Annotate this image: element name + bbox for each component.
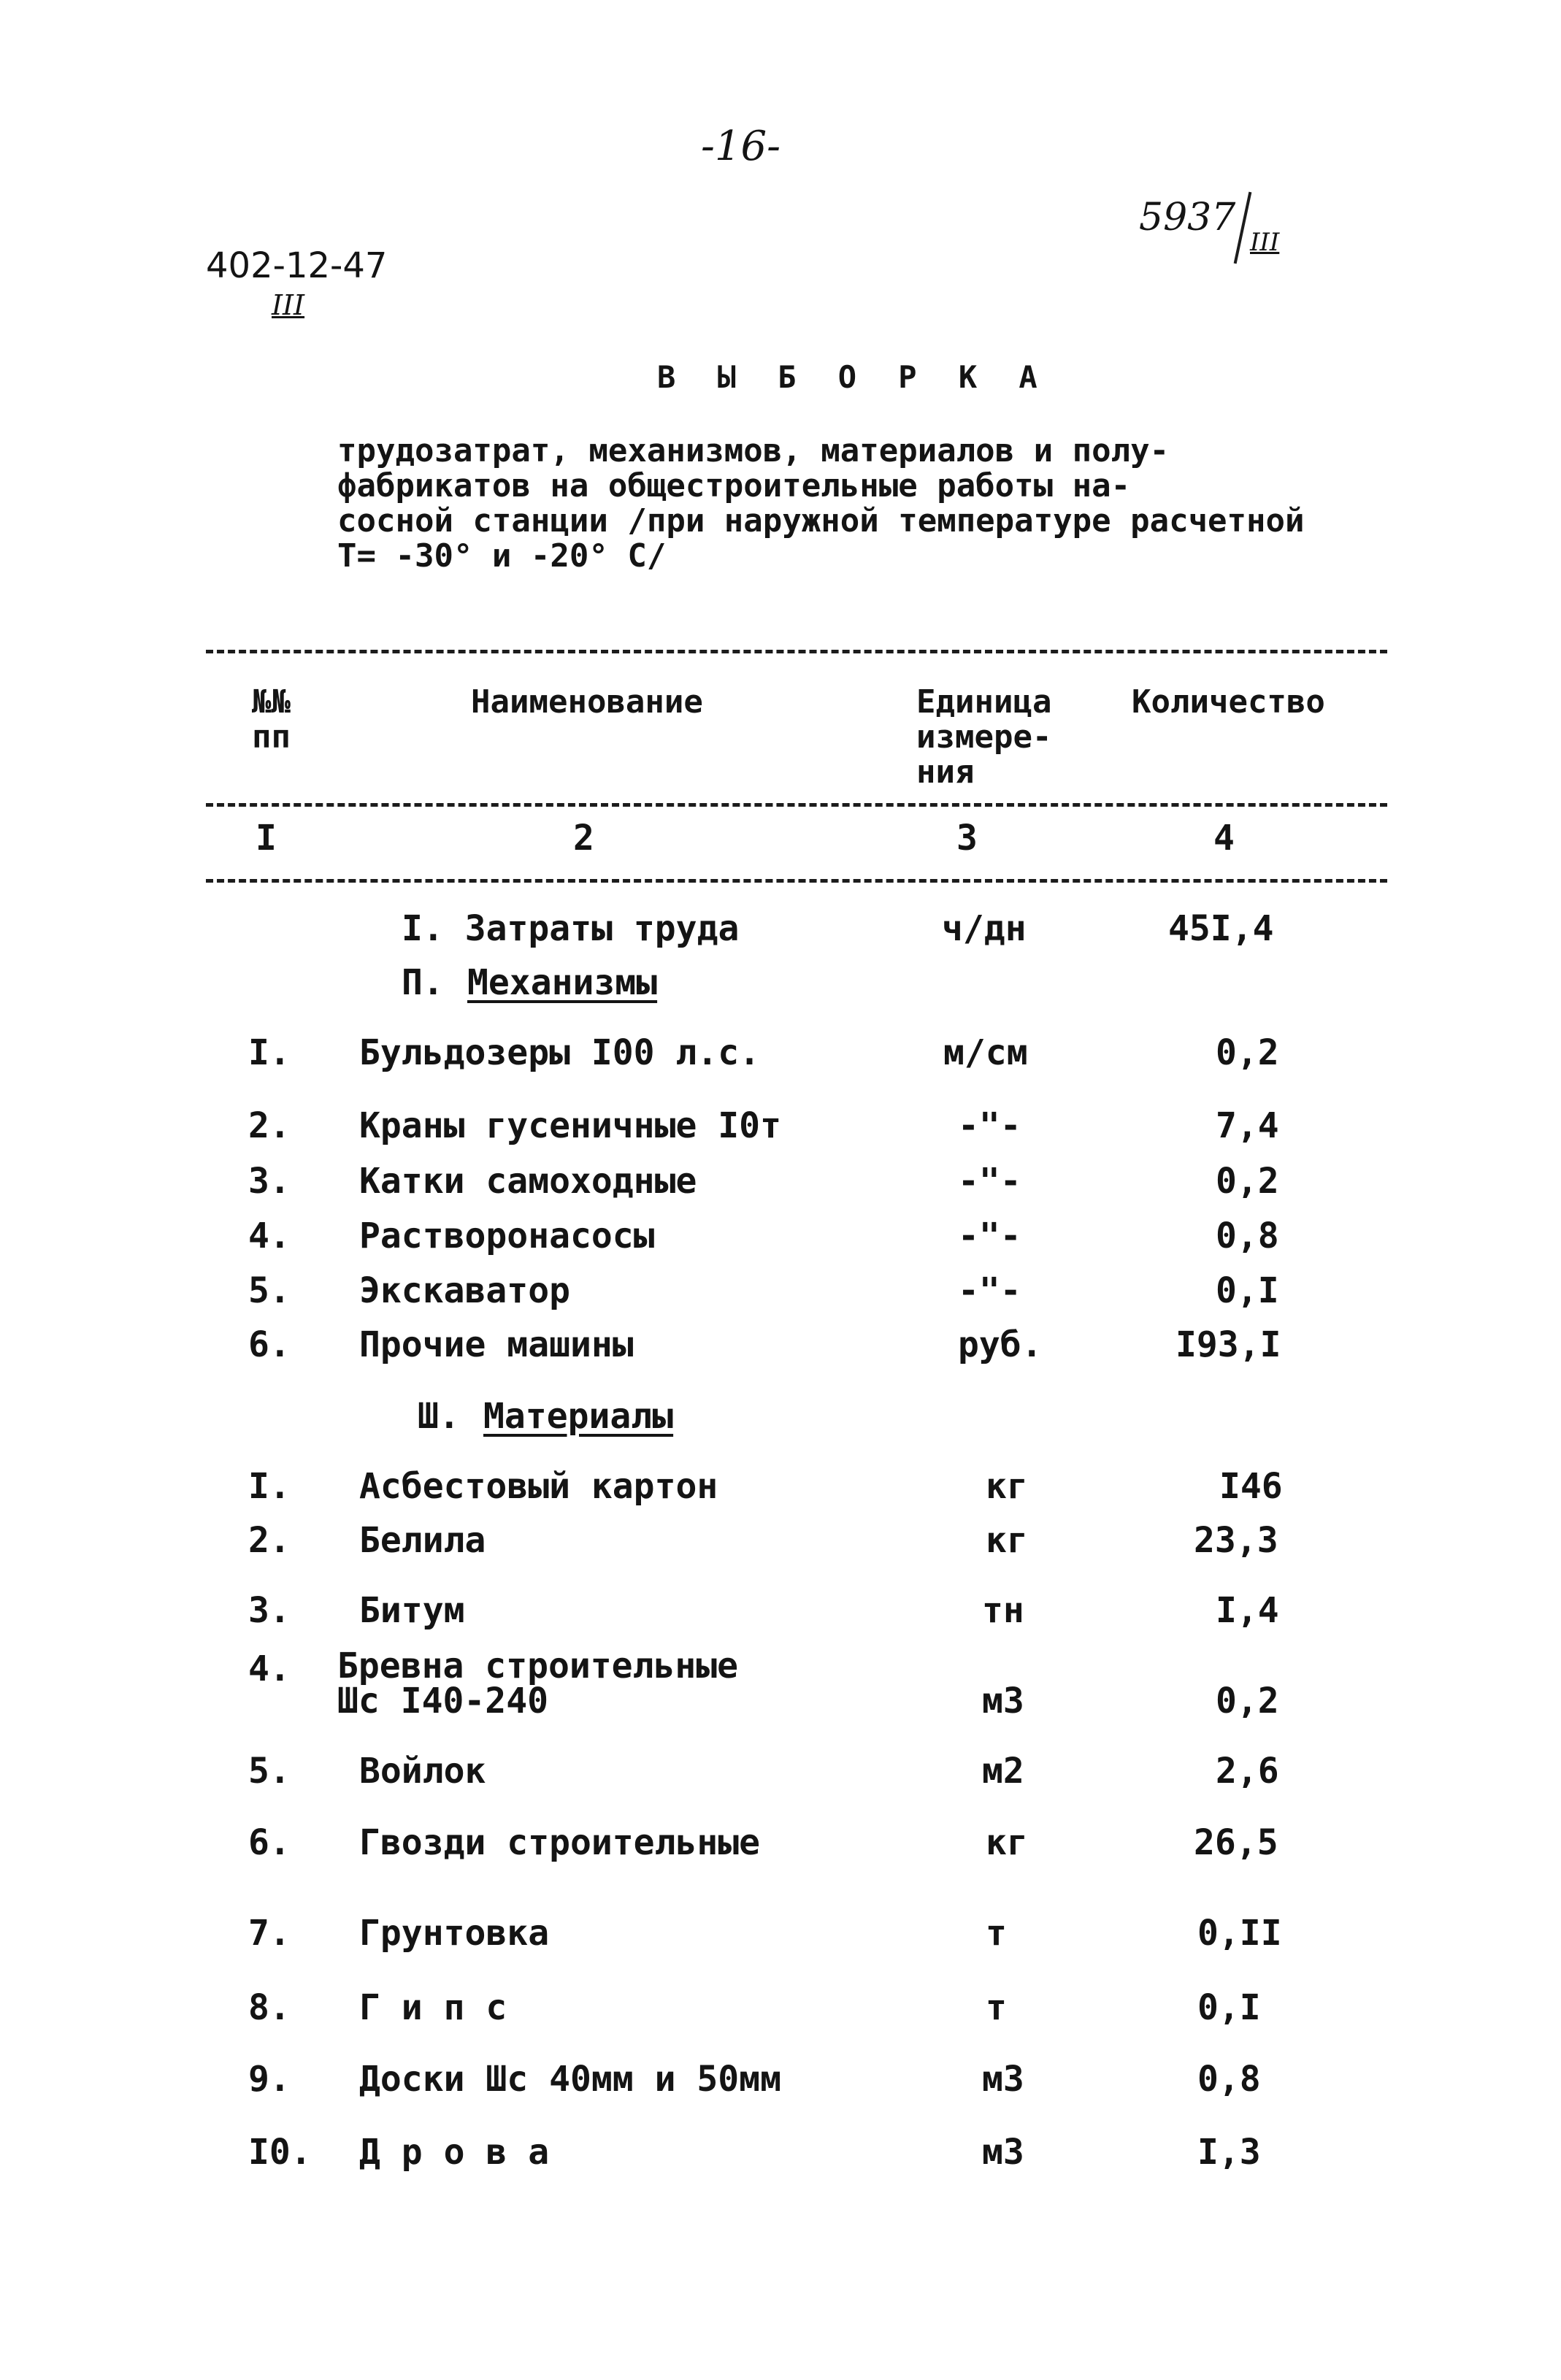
column-number-4: 4	[1213, 818, 1235, 859]
row-unit: кг	[986, 1466, 1028, 1507]
row-unit: м3	[982, 2059, 1024, 2100]
row-name: Войлок	[359, 1751, 486, 1792]
row-name: Экскаватор	[359, 1270, 570, 1311]
section-materials-prefix: Ш.	[418, 1396, 460, 1437]
row-num: 5.	[248, 1270, 291, 1311]
row-unit: т	[986, 1913, 1007, 1954]
row-num: 6.	[248, 1822, 291, 1863]
row-name: Д р о в а	[359, 2132, 550, 2173]
row-unit: м3	[982, 2132, 1024, 2173]
row-num: 3.	[248, 1590, 291, 1631]
header-bottom-rule	[206, 803, 1387, 807]
row-num: 5.	[248, 1751, 291, 1792]
row-num: 4.	[248, 1648, 291, 1689]
row-num: I.	[248, 1466, 291, 1507]
row-name: Грунтовка	[359, 1913, 550, 1954]
intro-line-3: сосной станции /при наружной температуре расчетной	[337, 502, 1305, 540]
row-name: Г и п с	[359, 1987, 507, 2028]
archive-stamp-slash	[1234, 192, 1252, 264]
archive-stamp-suffix: III	[1250, 228, 1280, 257]
row-unit: тн	[982, 1590, 1024, 1631]
row-unit: м/см	[943, 1032, 1028, 1073]
row-num: 2.	[248, 1520, 291, 1561]
row-qty: 0,I	[1216, 1270, 1279, 1311]
row-num: I0.	[248, 2132, 312, 2173]
header-num-line-2: пп	[252, 718, 291, 756]
row-qty: 2,6	[1216, 1751, 1279, 1792]
row-num: 3.	[248, 1161, 291, 1202]
column-number-1: I	[256, 818, 277, 859]
row-unit: -"-	[958, 1216, 1021, 1256]
labor-cost-name: I. Затраты труда	[402, 908, 740, 949]
row-unit: -"-	[958, 1105, 1021, 1146]
header-num-line-1: №№	[252, 683, 291, 721]
column-number-rule	[206, 879, 1387, 883]
row-num: I.	[248, 1032, 291, 1073]
row-qty: I93,I	[1175, 1324, 1281, 1365]
table-top-rule	[206, 650, 1387, 653]
row-qty: 0,2	[1216, 1032, 1279, 1073]
row-qty: I46	[1219, 1466, 1283, 1507]
row-unit: кг	[986, 1822, 1028, 1863]
document-code-suffix: III	[272, 289, 305, 321]
row-num: 7.	[248, 1913, 291, 1954]
row-name: Доски Шс 40мм и 50мм	[359, 2059, 781, 2100]
page-number: -16-	[701, 123, 781, 170]
row-name: Катки самоходные	[359, 1161, 697, 1202]
row-num: 2.	[248, 1105, 291, 1146]
row-qty: 0,II	[1197, 1913, 1282, 1954]
row-qty: I,4	[1216, 1590, 1279, 1631]
row-unit: кг	[986, 1520, 1028, 1561]
row-qty: 0,2	[1216, 1681, 1279, 1721]
row-qty: 0,2	[1216, 1161, 1279, 1202]
row-qty: 0,8	[1197, 2059, 1261, 2100]
row-name: Бревна строительные	[337, 1646, 739, 1686]
section-materials-title: Материалы	[483, 1396, 674, 1437]
row-name: Гвозди строительные	[359, 1822, 761, 1863]
row-num: 6.	[248, 1324, 291, 1365]
section-mechanisms-title: Механизмы	[467, 962, 658, 1003]
row-unit: руб.	[958, 1324, 1043, 1365]
header-name: Наименование	[471, 683, 703, 721]
page-title: В Ы Б О Р К А	[657, 359, 1049, 395]
header-unit-line-3: ния	[916, 753, 975, 791]
labor-cost-qty: 45I,4	[1168, 908, 1274, 949]
column-number-2: 2	[573, 818, 594, 859]
row-qty: 7,4	[1216, 1105, 1279, 1146]
row-qty: I,3	[1197, 2132, 1261, 2173]
row-unit: -"-	[958, 1161, 1021, 1202]
row-name: Краны гусеничные I0т	[359, 1105, 781, 1146]
row-name: Прочие машины	[359, 1324, 634, 1365]
document-code: 402-12-47	[206, 245, 388, 286]
column-number-3: 3	[956, 818, 978, 859]
row-unit: т	[986, 1987, 1007, 2028]
row-num: 8.	[248, 1987, 291, 2028]
row-qty: 26,5	[1194, 1822, 1278, 1863]
row-name-line-2: Шс I40-240	[337, 1681, 548, 1721]
header-qty: Количество	[1132, 683, 1325, 721]
labor-cost-unit: ч/дн	[942, 908, 1027, 949]
header-unit-line-2: измере-	[916, 718, 1052, 756]
intro-line-2: фабрикатов на общестроительные работы на-	[337, 467, 1131, 504]
row-unit: -"-	[958, 1270, 1021, 1311]
row-name: Растворонасосы	[359, 1216, 655, 1256]
intro-line-1: трудозатрат, механизмов, материалов и полу-	[337, 432, 1170, 469]
archive-stamp-number: 5937	[1139, 196, 1236, 239]
row-name: Битум	[359, 1590, 465, 1631]
row-num: 9.	[248, 2059, 291, 2100]
row-name: Белила	[359, 1520, 486, 1561]
row-qty: 0,8	[1216, 1216, 1279, 1256]
row-qty: 23,3	[1194, 1520, 1278, 1561]
section-mechanisms-prefix: П.	[402, 962, 444, 1003]
row-unit: м3	[982, 1681, 1024, 1721]
header-unit-line-1: Единица	[916, 683, 1052, 721]
row-qty: 0,I	[1197, 1987, 1261, 2028]
row-name: Асбестовый картон	[359, 1466, 718, 1507]
row-num: 4.	[248, 1216, 291, 1256]
row-name: Бульдозеры I00 л.с.	[359, 1032, 761, 1073]
row-unit: м2	[982, 1751, 1024, 1792]
intro-line-4: Т= -30° и -20° С/	[337, 537, 667, 575]
